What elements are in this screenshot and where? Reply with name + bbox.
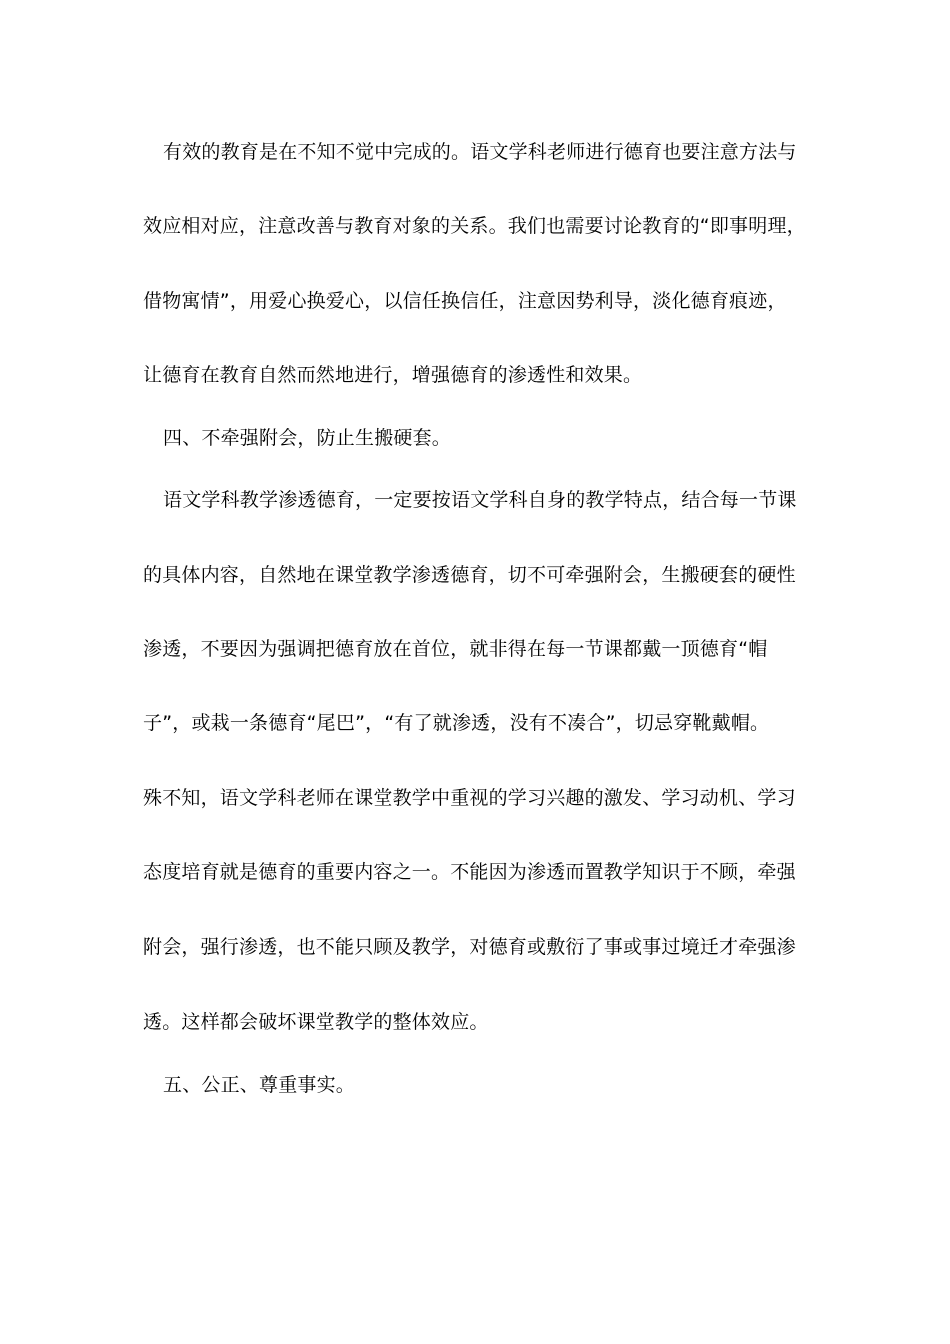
paragraph-line-2: 效应相对应，注意改善与教育对象的关系。我们也需要讨论教育的“即事明理，	[143, 215, 806, 237]
section-heading-5: 五、公正、尊重事实。	[163, 1074, 356, 1096]
paragraph-line-1: 有效的教育是在不知不觉中完成的。语文学科老师进行德育也要注意方法与	[163, 141, 797, 163]
paragraph-line-4: 让德育在教育自然而然地进行，增强德育的渗透性和效果。	[143, 364, 643, 386]
paragraph-line-12: 附会，强行渗透，也不能只顾及教学，对德育或敷衍了事或事过境迁才牵强渗	[143, 936, 796, 958]
paragraph-line-3: 借物寓情”，用爱心换爱心，以信任换信任，注意因势利导，淡化德育痕迹，	[143, 290, 787, 312]
section-heading-4: 四、不牵强附会，防止生搬硬套。	[163, 427, 452, 449]
paragraph-line-6: 语文学科教学渗透德育，一定要按语文学科自身的教学特点，结合每一节课	[163, 489, 797, 511]
paragraph-line-13: 透。这样都会破坏课堂教学的整体效应。	[143, 1011, 489, 1033]
paragraph-line-8: 渗透，不要因为强调把德育放在首位，就非得在每一节课都戴一顶德育“帽	[143, 638, 768, 660]
paragraph-line-7: 的具体内容，自然地在课堂教学渗透德育，切不可牵强附会，生搬硬套的硬性	[143, 564, 796, 586]
paragraph-line-11: 态度培育就是德育的重要内容之一。不能因为渗透而置教学知识于不顾，牵强	[143, 861, 796, 883]
paragraph-line-10: 殊不知，语文学科老师在课堂教学中重视的学习兴趣的激发、学习动机、学习	[143, 787, 796, 809]
paragraph-line-9: 子”，或栽一条德育“尾巴”，“有了就渗透，没有不凑合”，切忌穿靴戴帽。	[143, 712, 770, 734]
